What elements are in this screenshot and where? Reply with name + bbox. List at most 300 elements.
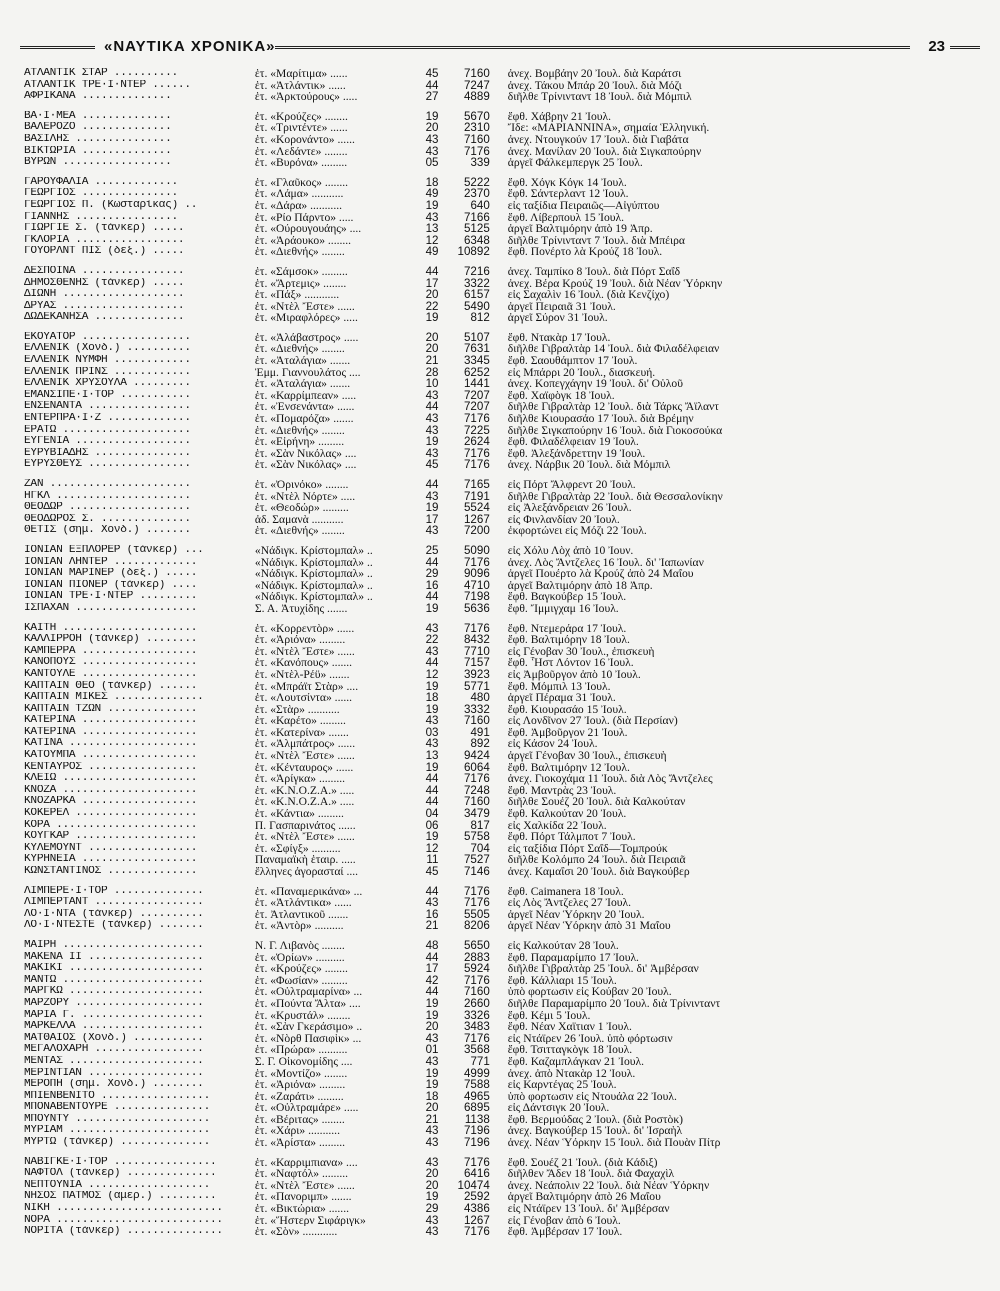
tonnage: 2592 (463, 1190, 490, 1204)
ship-name: ΕΛΛΕΝΙΚ (Χονδ.) .......... (24, 343, 191, 355)
table-row (24, 157, 794, 169)
tonnage: 5771 (463, 679, 490, 693)
status: διῆλθε Τρίνινταντ 7 Ἰουλ. διὰ Μπέιρα (507, 234, 685, 247)
tonnage: 480 (470, 691, 490, 705)
year: 43 (425, 1124, 439, 1138)
tonnage: 4386 (463, 1202, 490, 1216)
table-row (24, 762, 794, 774)
ship-name: ΓΚΛΟΡΙΑ ................. (24, 234, 185, 246)
tonnage: 7247 (463, 78, 490, 92)
year: 04 (425, 807, 439, 821)
status: ἀνεχ. Μανίλαν 20 Ἰουλ. διὰ Σιγκαπούρην (507, 145, 702, 158)
ship-name: ΕΥΡΥΒΙΑΔΗΣ ............... (24, 447, 191, 459)
status: εἰς Σαχαλὶν 16 Ἰουλ. (διὰ Κενζίχο) (507, 289, 670, 301)
table-row (24, 425, 794, 437)
owner: ἑτ. «Οὐλτραμάρε» ..... (254, 1102, 359, 1114)
ship-name: ΔΩΔΕΚΑΝΗΣΑ .............. (24, 312, 185, 324)
table-row (24, 1215, 794, 1227)
ship-name: ΜΠΟΥΝΤΥ ..................... (24, 1113, 210, 1125)
year: 16 (425, 907, 439, 921)
ship-name: ΚΥΛΕΜΟΥΝΤ ................. (24, 842, 198, 854)
year: 19 (425, 830, 439, 844)
status: εἰς Λονδῖνον 27 Ἰουλ. (διὰ Περσίαν) (507, 715, 678, 727)
ship-group (24, 177, 794, 258)
ship-group (24, 545, 794, 615)
owner: ἑτ. «Κένταυρος» ...... (254, 761, 354, 774)
year: 10 (425, 377, 439, 391)
ship-group (24, 1157, 794, 1238)
owner: ἑτ. «Στὰρ» ........... (254, 703, 340, 716)
owner: ἑτ. «Ναφτόλ» ......... (254, 1168, 349, 1180)
ship-name: ΙΟΝΙΑΝ ΛΗΝΤΕΡ ............. (24, 556, 198, 568)
ship-name: ΕΝΤΕΡΠΡΑ·Ι·Ζ ............. (24, 413, 191, 425)
status: ἀνεχ. Ντουγκούν 17 Ἰουλ. διὰ Γιαβάτα (507, 133, 689, 146)
year: 19 (425, 198, 439, 212)
status: εἰς Ἀλεξάνδρειαν 26 Ἰουλ. (507, 502, 632, 514)
ship-name: ΕΛΛΕΝΙΚ ΠΡΙΝΣ ............ (24, 366, 191, 378)
owner: ἑτ. «Σὰν Γκεράσιμο» .. (254, 1021, 363, 1033)
ship-name: ΚΝΟΖΑΡΚΑ .................. (24, 796, 198, 808)
year: 19 (425, 109, 439, 123)
owner: ἑτ. «Ντὲλ Νόρτε» ..... (254, 490, 356, 503)
owner: ἑτ. «Ὀρινόκο» ........ (254, 479, 349, 491)
tonnage: 3345 (463, 354, 490, 368)
table-row (24, 289, 794, 301)
tonnage: 7160 (463, 67, 490, 80)
year: 25 (425, 543, 439, 557)
owner: ἑτ. «Παναμερικάνα» ... (254, 885, 363, 898)
status: ἔφθ. Βαλτιμόρην 18 Ἰουλ. (507, 634, 630, 646)
tonnage: 7176 (463, 1225, 490, 1239)
header-rule-end (950, 46, 980, 49)
table-row (24, 459, 794, 471)
year: 43 (425, 210, 439, 224)
tonnage: 7216 (463, 264, 490, 278)
status: ἀνεχ. Κοπεγχάγην 19 Ἰουλ. δι' Οὐλοῦ (507, 378, 683, 390)
ship-name: ΙΣΠΑΧΑΝ ................... (24, 602, 198, 614)
owner: ἑτ. «Μαρίτιμα» ...... (254, 68, 348, 80)
owner: ἑτ. «Κανόπους» ....... (254, 657, 353, 669)
status: διῆλθεν Ἄδεν 18 Ἰουλ. διὰ Φαχαχὶλ (507, 1168, 675, 1180)
table-row (24, 568, 794, 580)
ship-name: ΛΙΜΠΕΡΤΑΝΤ ................. (24, 897, 204, 909)
status: εἰς ταξίδια Πόρτ Σαΐδ—Τομπρούκ (507, 842, 668, 855)
status: εἰς Κάσον 24 Ἰουλ. (507, 738, 598, 751)
tonnage: 5636 (463, 601, 490, 615)
owner: ἀδ. Σαμανὰ ........... (254, 513, 344, 526)
year: 43 (425, 524, 439, 538)
owner: ἑτ. «Καρριμπιανα» .... (254, 1156, 358, 1169)
status: ἀργεῖ Γένοβαν 30 Ἰουλ., ἐπισκευὴ (507, 750, 667, 762)
tonnage: 7160 (463, 132, 490, 146)
year: 44 (425, 478, 439, 491)
owner: ἑτ. «Καρρίμπεαν» ..... (254, 389, 357, 402)
year: 43 (425, 423, 439, 437)
status: ἀργεῖ Σύρον 31 Ἰουλ. (507, 312, 608, 324)
year: 44 (425, 795, 439, 809)
year: 18 (425, 691, 439, 705)
year: 43 (425, 621, 439, 635)
year: 12 (425, 667, 439, 681)
status: ἀνεχ. Νέαν Ὑόρκην 15 Ἰουλ. διὰ Πουὰν Πίτρ (507, 1137, 721, 1149)
year: 19 (425, 601, 439, 615)
status: ἔφθ. Φιλαδέλφειαν 19 Ἰουλ. (507, 436, 639, 448)
tonnage: 3479 (463, 807, 490, 821)
status: ἔφθ. Χόγκ Κόγκ 14 Ἰουλ. (507, 176, 627, 189)
status: ἀνεχ. Ταμπίκο 8 Ἰουλ. διὰ Πόρτ Σαΐδ (507, 265, 681, 278)
year: 20 (425, 330, 439, 344)
ship-name: ΑΤΛΑΝΤΙΚ ΣΤΑΡ .......... (24, 68, 178, 79)
table-row (24, 514, 794, 526)
year: 19 (425, 501, 439, 515)
ship-name: ΝΟΡΑ .......................... (24, 1214, 223, 1226)
tonnage: 8432 (463, 633, 490, 647)
owner: ἑτ. «Ἀριόνα» ......... (254, 634, 346, 646)
status: ἀνεχ. Λὸς Ἄντζελες 16 Ἰουλ. δι' Ἰαπωνίαν (507, 556, 704, 569)
ship-name: ΜΠΟΝΑΒΕΝΤΟΥΡΕ ............... (24, 1102, 210, 1114)
ship-name: ΗΓΚΛ ..................... (24, 490, 191, 502)
owner: ἑτ. «Σὰν Νικόλας» .... (254, 447, 357, 460)
table-row (24, 727, 794, 739)
tonnage: 7176 (463, 621, 490, 635)
owner: ἑτ. «Θεοδώρ» ......... (254, 502, 349, 514)
year: 17 (425, 512, 439, 526)
owner: ἑτ. «Σάμσοκ» ......... (254, 265, 348, 278)
year: 43 (425, 644, 439, 658)
year: 21 (425, 354, 439, 368)
table-row (24, 91, 794, 103)
table-row (24, 401, 794, 413)
table-row (24, 998, 794, 1010)
tonnage: 5524 (463, 501, 490, 515)
status: ἀνεχ. Νάρβικ 20 Ἰουλ. διὰ Μόμπιλ (507, 459, 671, 471)
status: ἀνεχ. Βομβάην 20 Ἰουλ. διὰ Καράτσι (507, 68, 682, 80)
status: ἔφθ. Παραμαρίμπο 17 Ἰουλ. (507, 951, 639, 964)
tonnage: 3332 (463, 702, 490, 716)
status: εἰς Ἀμβοῦργον ἀπὸ 10 Ἰουλ. (507, 668, 641, 681)
year: 17 (425, 276, 439, 290)
status: εἰς Καλκούταν 28 Ἰουλ. (507, 939, 619, 952)
owner: Ἐμμ. Γιαννουλάτος .... (254, 366, 361, 379)
tonnage: 3483 (463, 1020, 490, 1034)
ship-name: ΜΑΡΓΚΩ ..................... (24, 986, 204, 998)
tonnage: 3568 (463, 1043, 490, 1057)
year: 43 (425, 446, 439, 460)
status: ἔφθ. Καζαμπλάγκαν 21 Ἰουλ. (507, 1055, 645, 1068)
tonnage: 1441 (463, 377, 490, 391)
status: Ἴδε: «ΜΑΡΙΑΝΝΙΝΑ», σημαία Ἑλληνική. (507, 122, 710, 134)
tonnage: 5505 (463, 907, 490, 921)
tonnage: 7248 (463, 783, 490, 797)
tonnage: 1138 (464, 1112, 490, 1126)
year: 03 (425, 725, 439, 739)
tonnage: 5670 (463, 109, 490, 123)
owner: ἑτ. «Ντὲλ Ἔστε» ...... (254, 300, 355, 313)
table-row (24, 773, 794, 785)
owner: ἑτ. «Ντὲλ Ἔστε» ...... (254, 831, 355, 843)
table-row (24, 1125, 794, 1137)
owner: ἑτ. «Ἀρκτούρους» ..... (254, 91, 358, 103)
owner: ἑτ. «Ἀλμπάτρος» ...... (254, 738, 356, 751)
tonnage: 5490 (463, 299, 490, 313)
table-row (24, 378, 794, 390)
tonnage: 7165 (463, 478, 490, 491)
table-row (24, 646, 794, 658)
tonnage: 1267 (463, 1213, 490, 1227)
ship-name: ΚΑΜΠΕΡΡΑ .................. (24, 645, 198, 657)
year: 19 (425, 1078, 439, 1092)
owner: ἑτ. «Ἀριόνα» ......... (254, 1079, 346, 1091)
tonnage: 491 (470, 725, 490, 739)
owner: Σ. Γ. Οἰκονομίδης .... (254, 1055, 353, 1068)
status: ἀργεῖ Βαλτιμόρην ἀπὸ 18 Ἀπρ. (507, 579, 653, 592)
table-row (24, 111, 794, 123)
table-row (24, 436, 794, 448)
owner: ἑτ. «Εἰρήνη» ......... (254, 436, 345, 448)
tonnage: 7196 (463, 1136, 490, 1150)
owner: ἑτ. «Κορρεντὸρ» ...... (254, 622, 355, 635)
status: ἀνεχ. Τάκου Μπάρ 20 Ἰουλ. διὰ Μόζι (507, 79, 682, 92)
table-row (24, 246, 794, 258)
table-row (24, 1102, 794, 1114)
year: 11 (426, 853, 439, 867)
ship-name: ΜΕΓΑΛΟΧΑΡΗ ................. (24, 1044, 204, 1056)
bleedthrough-advertisement (720, 640, 970, 646)
owner: ἕλληνες ἀγορασταί .... (254, 866, 359, 878)
tonnage: 6064 (463, 760, 490, 774)
ship-name: ΚΑΠΤΑΙΝ ΘΕΟ (τάνκερ) ...... (24, 680, 198, 692)
status: ἔφθ. Σουέζ 21 Ἰουλ. (διὰ Κάδιξ) (507, 1156, 658, 1169)
tonnage: 2310 (463, 121, 490, 135)
tonnage: 7176 (463, 1155, 490, 1169)
year: 44 (425, 985, 439, 999)
table-row (24, 715, 794, 727)
owner: Παναμαϊκὴ ἑταιρ. ..... (254, 854, 356, 866)
year: 21 (425, 919, 439, 933)
tonnage: 2883 (463, 950, 490, 964)
status: ἀνεχ. ἀπὸ Ντακὰρ 12 Ἰουλ. (507, 1067, 636, 1080)
ship-name: ΙΟΝΙΑΝ ΜΑΡΙΝΕΡ (δεξ.) ..... (24, 568, 198, 580)
tonnage: 3326 (463, 1008, 490, 1022)
ship-name: ΜΑΙΡΗ ...................... (24, 939, 204, 951)
table-row (24, 134, 794, 146)
ship-group (24, 886, 794, 932)
ship-name: ΙΟΝΙΑΝ ΕΞΠΛΟΡΕΡ (τάνκερ) ... (24, 544, 204, 556)
ship-name: ΚΑΙΤΗ ..................... (24, 622, 198, 634)
owner: ἑτ. «Διεθνής» ........ (254, 343, 345, 356)
status: ἔφθ. Σαουθάμπτον 17 Ἰουλ. (507, 355, 638, 367)
table-row (24, 235, 794, 247)
status: ἔφθ. Σάντερλαντ 12 Ἰουλ. (507, 188, 629, 200)
year: 45 (425, 458, 439, 472)
tonnage: 4710 (463, 578, 490, 592)
status: εἰς Δάντσιγκ 20 Ἰουλ. (507, 1102, 610, 1114)
tonnage: 9096 (463, 567, 490, 581)
status: ἀργεῖ Πουέρτο λὰ Κρούζ ἀπὸ 24 Μαΐου (507, 568, 694, 580)
status: ἔφθ. Κέμι 5 Ἰουλ. (507, 1009, 591, 1022)
owner: «Νάδιγκ. Κρίστομπαλ» .. (254, 568, 373, 580)
ship-group (24, 111, 794, 169)
tonnage: 6348 (463, 233, 490, 247)
status: ἔφθ. Ἀλεξάνδρεττην 19 Ἰουλ. (507, 447, 646, 460)
table-row (24, 1056, 794, 1068)
table-row (24, 1226, 794, 1238)
owner: ἑτ. «Πομαρόζα» ....... (254, 413, 354, 425)
ship-name: ΘΕΤΙΣ (σημ. Χονδ.) ....... (24, 525, 191, 537)
year: 29 (425, 1202, 439, 1216)
ship-name: ΚΑΠΤΑΙΝ ΤΖΩΝ .............. (24, 703, 198, 715)
year: 12 (425, 233, 439, 247)
year: 44 (425, 590, 439, 604)
ship-name: ΒΑ·Ι·ΜΕΑ .............. (24, 110, 172, 122)
owner: ἑτ. «Ἀρίγκα» ......... (254, 773, 346, 785)
status: ἔφθ. Ἀμβοῦργον 21 Ἰουλ. (507, 726, 628, 739)
owner: ἑτ. «Ἀτλάντικ» ...... (254, 79, 346, 92)
year: 20 (425, 121, 439, 135)
tonnage: 7527 (463, 853, 490, 867)
year: 19 (425, 1066, 439, 1080)
owner: ἑτ. «Πάξ» ............ (254, 289, 340, 301)
table-row (24, 1010, 794, 1022)
table-row (24, 332, 794, 344)
status: ἐκφορτώνει εἰς Μόζι 22 Ἰουλ. (507, 525, 647, 537)
table-row (24, 448, 794, 460)
table-row (24, 866, 794, 878)
year: 20 (425, 1101, 439, 1115)
status: διῆλθε Γιβραλτὰρ 25 Ἰουλ. δι' Ἀμβέρσαν (507, 963, 699, 975)
ship-name: ΕΥΓΕΝΙΑ .................. (24, 436, 191, 448)
tonnage: 4889 (463, 90, 490, 104)
ship-name: ΚΝΟΖΑ ..................... (24, 784, 198, 796)
table-row (24, 146, 794, 158)
owner: ἑτ. «Χάρι» ........... (254, 1125, 340, 1138)
table-row (24, 479, 794, 491)
tonnage: 7176 (463, 973, 490, 987)
year: 43 (425, 896, 439, 910)
status: ὑπὸ φορτωσιν εἰς Κούβαν 20 Ἰουλ. (507, 986, 672, 998)
table-row (24, 920, 794, 932)
ship-name: ΙΟΝΙΑΝ ΤΡΕ·Ι·ΝΤΕΡ ......... (24, 591, 198, 603)
owner: ἑτ. «Σὸν» ............ (254, 1226, 338, 1238)
year: 19 (425, 311, 439, 325)
table-row (24, 820, 794, 832)
year: 44 (425, 400, 439, 414)
status: διῆλθε Σουέζ 20 Ἰουλ. διὰ Καλκούταν (507, 796, 686, 809)
status: εἰς Φινλανδίαν 20 Ἰουλ. (507, 513, 620, 526)
tonnage: 3322 (463, 276, 490, 290)
owner: ἑτ. «Σφίγξ» .......... (254, 842, 341, 855)
tonnage: 7176 (463, 555, 490, 569)
year: 18 (425, 1089, 439, 1103)
tonnage: 7176 (463, 458, 490, 472)
owner: ἑτ. «Κ.Ν.Ο.Ζ.Α.» ..... (254, 784, 355, 797)
status: ἀργεῖ Βαλτιμόρην ἀπὸ 19 Ἀπρ. (507, 223, 653, 235)
owner: ἑτ. «Κρούζες» ........ (254, 963, 348, 975)
owner: ἑτ. «Ἀρίστα» ......... (254, 1137, 346, 1149)
owner: ἑτ. «Ἀντὸρ» .......... (254, 920, 344, 932)
ship-name: ΚΥΡΗΝΕΙΑ .................. (24, 854, 198, 866)
owner: «Νάδιγκ. Κρίστομπαλ» .. (254, 544, 373, 557)
table-row (24, 704, 794, 716)
owner: ἑτ. «Ρίο Πάρντο» ..... (254, 211, 354, 224)
status: διῆλθε Τρίνινταντ 18 Ἰουλ. διὰ Μόμπιλ (507, 91, 692, 103)
tonnage: 7160 (463, 714, 490, 728)
tonnage: 7200 (463, 524, 490, 538)
ship-name: ΕΡΑΤΩ .................... (24, 424, 191, 436)
owner: ἑτ. «Δάρα» ........... (254, 199, 343, 212)
year: 16 (425, 578, 439, 592)
owner: Σ. Α. Ἀτυχίδης ....... (254, 602, 348, 615)
ship-name: ΜΑΡΚΕΛΛΑ ................... (24, 1021, 204, 1033)
owner: ἑτ. «Μιραφλόρες» ..... (254, 312, 358, 324)
ship-name: ΝΗΣΟΣ ΠΑΤΜΟΣ (ἀμερ.) ......... (24, 1191, 217, 1203)
status: ἔφθ. Βαλτιμόρην 12 Ἰουλ. (507, 761, 630, 774)
table-row (24, 223, 794, 235)
ship-name: ΘΕΟΔΩΡ ................... (24, 502, 191, 514)
tonnage: 339 (470, 156, 490, 170)
ship-name: ΜΑΡΖΟΡΥ .................... (24, 997, 204, 1009)
tonnage: 7631 (463, 342, 490, 356)
ship-name: ΘΕΟΔΩΡΟΣ Σ. .............. (24, 513, 191, 525)
status: ἔφθ. Ντεμεράρα 17 Ἰουλ. (507, 622, 627, 635)
year: 19 (425, 435, 439, 449)
ship-name: ΜΑΤΘΑΙΟΣ (Χονδ.) ........... (24, 1032, 204, 1044)
ship-name: ΓΟΥΟΡΛΝΤ ΠΙΣ (δεξ.) ..... (24, 246, 185, 258)
tonnage: 6895 (463, 1101, 490, 1115)
ship-group (24, 332, 794, 471)
owner: ἑτ. «Λεδάντε» ........ (254, 145, 348, 158)
owner: ἑτ. «Οὐλτραμαρίνα» ... (254, 986, 363, 998)
header-rule-left (20, 46, 95, 49)
ship-name: ΚΑΝΤΟΥΛΕ .................. (24, 668, 198, 680)
ship-name: ΝΑΒΙΓΚΕ·Ι·ΤΟΡ ................ (24, 1156, 217, 1168)
ship-group (24, 479, 794, 537)
status: εἰς Γένοβαν ἀπὸ 6 Ἰουλ. (507, 1214, 621, 1227)
tonnage: 7207 (463, 400, 490, 414)
tonnage: 5125 (463, 222, 490, 236)
owner: ἑτ. «Διεθνής» ........ (254, 525, 345, 537)
status: ὑπὸ φορτωσιν εἰς Ντουάλα 22 Ἰουλ. (507, 1090, 677, 1103)
ship-name: ΔΙΩΝΗ ................... (24, 289, 185, 301)
year: 27 (425, 90, 439, 104)
ship-name: ΚΟΚΕΡΕΛ ................... (24, 808, 198, 820)
year: 28 (425, 365, 439, 379)
owner: ἑτ. «Ούρουγουάης» .... (254, 223, 362, 235)
tonnage: 2624 (463, 435, 490, 449)
year: 06 (425, 818, 439, 832)
status: ἔφθ. Χαϊφὸγκ 18 Ἰουλ. (507, 389, 615, 402)
table-row (24, 785, 794, 797)
status: εἰς Γένοβαν 30 Ἰουλ., ἐπισκευὴ (507, 645, 655, 658)
table-row (24, 692, 794, 704)
table-row (24, 266, 794, 278)
tonnage: 4965 (463, 1089, 490, 1103)
ship-name: ΚΑΤΟΥΜΠΑ .................. (24, 750, 198, 762)
ship-listing-table (24, 68, 794, 1246)
ship-name: ΔΗΜΟΣΘΕΝΗΣ (τάνκερ) ..... (24, 277, 185, 289)
year: 44 (425, 656, 439, 670)
year: 19 (425, 996, 439, 1010)
ship-name: ΛΟ·Ι·ΝΤΑ (τάνκερ) .......... (24, 908, 204, 920)
table-row (24, 1068, 794, 1080)
ship-name: ΝΙΚΗ .......................... (24, 1203, 223, 1215)
owner: ἑτ. «Πούντα Ἄλτα» .... (254, 997, 361, 1010)
owner: ἑτ. «Νὸρθ Πασιφὶκ» ... (254, 1032, 362, 1045)
ship-name: ΜΥΡΤΩ (τάνκερ) .............. (24, 1137, 210, 1149)
table-row (24, 312, 794, 324)
ship-name: ΓΑΡΟΥΦΑΛΙΑ ............. (24, 176, 178, 188)
owner: ἑτ. «Μπράϊτ Στὰρ» .... (254, 680, 359, 693)
